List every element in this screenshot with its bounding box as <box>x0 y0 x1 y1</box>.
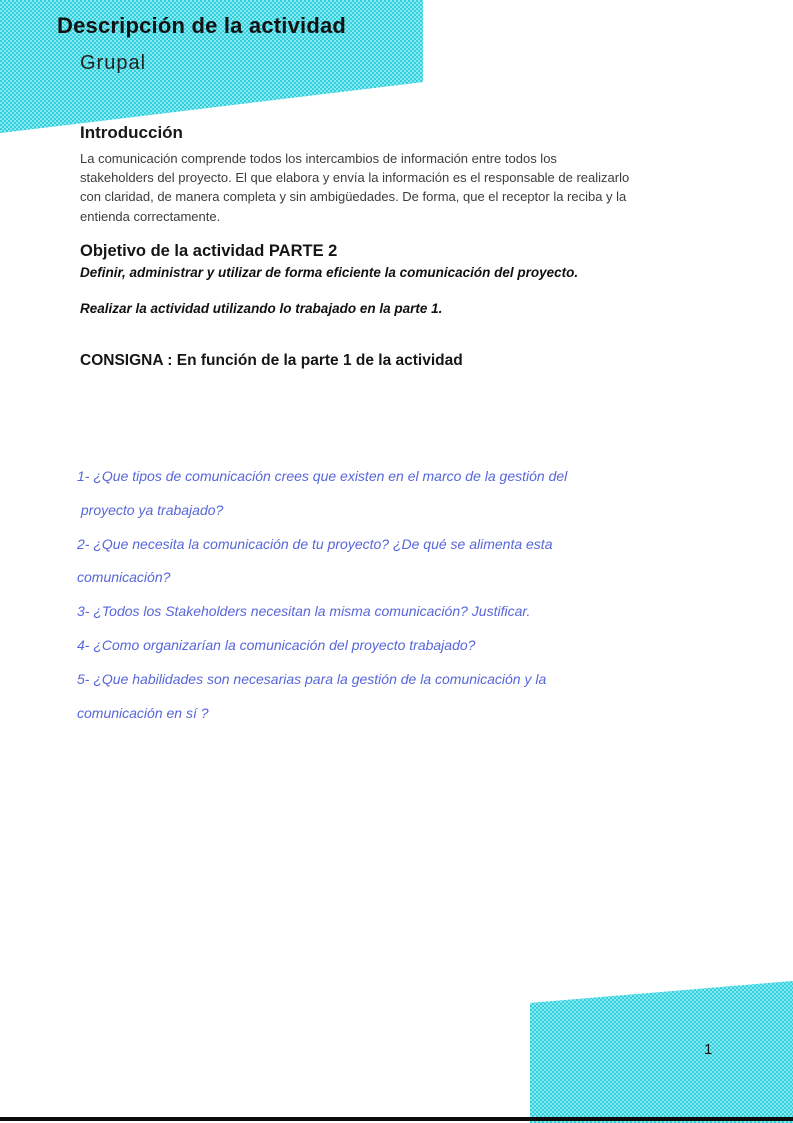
intro-paragraph-line: con claridad, de manera completa y sin ambigüedades. De forma, que el receptor la reciba y la <box>80 189 627 205</box>
footer-divider-bar <box>0 1117 793 1121</box>
question-line: comunicación? <box>77 569 171 586</box>
intro-paragraph-line: La comunicación comprende todos los intercambios de información entre todos los <box>80 151 557 166</box>
page-number: 1 <box>704 1041 713 1058</box>
question-line: 2- ¿Que necesita la comunicación de tu proyecto? ¿De qué se alimenta esta <box>77 535 553 552</box>
question-line: 3- ¿Todos los Stakeholders necesitan la misma comunicación? Justificar. <box>77 603 531 620</box>
objective-statement: Definir, administrar y utilizar de forma eficiente la comunicación del proyecto. <box>80 265 579 280</box>
intro-paragraph-line: entienda correctamente. <box>80 208 221 224</box>
page-title: Descripción de la actividad <box>57 13 347 38</box>
question-line: proyecto ya trabajado? <box>77 501 224 518</box>
question-line: 5- ¿Que habilidades son necesarias para la gestión de la comunicación y la <box>77 670 547 687</box>
question-line: 1- ¿Que tipos de comunicación crees que existen en el marco de la gestión del <box>77 468 568 484</box>
intro-paragraph <box>80 149 725 226</box>
question-line: 4- ¿Como organizarían la comunicación del proyecto trabajado? <box>77 636 476 653</box>
page-subtitle: Grupal <box>80 52 147 74</box>
questions-list <box>77 460 697 730</box>
objective-note: Realizar la actividad utilizando lo trabajado en la parte 1. <box>80 301 443 316</box>
consigna-heading: CONSIGNA : En función de la parte 1 de la actividad <box>80 352 463 369</box>
footer-banner-shape <box>530 981 793 1123</box>
intro-heading: Introducción <box>80 123 183 142</box>
question-line: comunicación en sí ? <box>77 704 209 721</box>
intro-paragraph-line: stakeholders del proyecto. El que elabora y envía la información es el responsable de realizarlo <box>80 170 630 186</box>
objective-heading: Objetivo de la actividad PARTE 2 <box>80 242 338 260</box>
